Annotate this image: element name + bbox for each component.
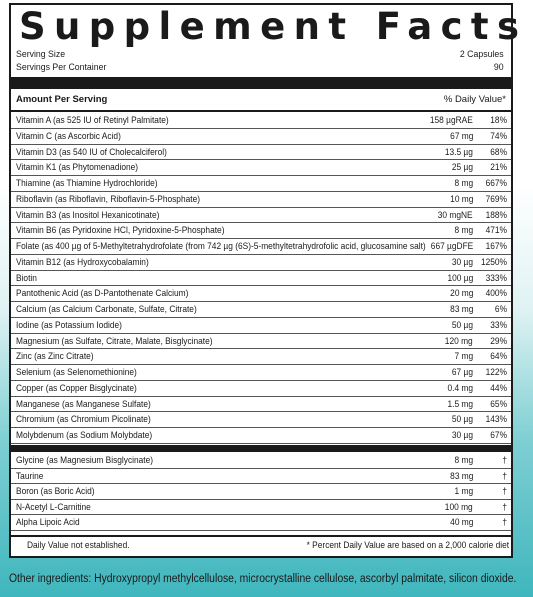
nutrient-row	[11, 318, 511, 334]
nutrient-name: Pantothenic Acid (as D-Pantothenate Calcium)	[16, 288, 189, 300]
nutrient-name: Vitamin A (as 525 IU of Retinyl Palmitate)	[16, 115, 169, 126]
nutrient-name: Glycine (as Magnesium Bisglycinate)	[16, 455, 154, 466]
nutrient-daily-value: 67%	[490, 430, 507, 441]
nutrient-name: Magnesium (as Sulfate, Citrate, Malate, Bisglycinate)	[16, 335, 213, 347]
nutrient-amount: 100 µg	[447, 272, 473, 284]
nutrient-row	[11, 113, 511, 129]
nutrient-row	[11, 381, 511, 397]
nutrient-row	[11, 160, 511, 176]
nutrient-row	[11, 176, 511, 192]
nutrient-amount: 50 µg	[451, 319, 473, 331]
nutrient-amount: 83 mg	[449, 470, 473, 482]
nutrient-amount: 83 mg	[449, 304, 473, 315]
nutrient-row	[11, 500, 511, 516]
nutrient-row	[11, 365, 511, 381]
nutrient-name: Alpha Lipoic Acid	[16, 517, 80, 528]
nutrient-amount: 1 mg	[454, 486, 473, 497]
servings-per-container-row	[16, 62, 504, 74]
nutrient-daily-value: 21%	[490, 162, 507, 174]
nutrient-daily-value: 68%	[490, 146, 507, 158]
nutrient-name: Zinc (as Zinc Citrate)	[16, 351, 94, 363]
nutrient-row	[11, 192, 511, 208]
nutrient-name: Iodine (as Potassium Iodide)	[16, 319, 122, 331]
nutrient-name: Vitamin B3 (as Inositol Hexanicotinate)	[16, 209, 160, 221]
nutrient-row	[11, 515, 511, 531]
supplement-facts-panel	[9, 3, 528, 558]
nutrient-amount: 158 µgRAE	[430, 115, 473, 126]
panel-title: Supplement Facts	[19, 5, 528, 48]
other-nutrient-list	[11, 453, 511, 531]
nutrient-row	[11, 271, 511, 287]
bottom-divider	[11, 535, 511, 537]
nutrient-daily-value: 188%	[485, 209, 507, 221]
nutrient-name: Molybdenum (as Sodium Molybdate)	[16, 430, 153, 441]
nutrient-daily-value: 122%	[485, 367, 507, 378]
nutrient-daily-value: 667%	[485, 178, 507, 189]
servings-per-container-label: Servings Per Container	[16, 62, 107, 73]
footnote-daily-value: * Percent Daily Value are based on a 2,000 calorie diet	[306, 540, 509, 551]
nutrient-amount: 67 µg	[451, 367, 473, 378]
nutrient-name: Folate (as 400 µg of 5-Methyltetrahydrofolate (from 742 µg (6S)-5-methyltetrahydrofolic acid, glucosamine salt)	[16, 241, 426, 252]
nutrient-daily-value: 18%	[490, 115, 507, 126]
nutrient-daily-value: †	[502, 455, 507, 466]
nutrient-row	[11, 469, 511, 485]
nutrient-name: Boron (as Boric Acid)	[16, 486, 95, 497]
nutrient-row	[11, 349, 511, 365]
nutrient-daily-value: 333%	[485, 272, 507, 284]
nutrient-name: Vitamin B6 (as Pyridoxine HCl, Pyridoxine-5-Phosphate)	[16, 225, 225, 237]
amount-per-serving-header: Amount Per Serving	[16, 94, 108, 105]
nutrient-name: Vitamin K1 (as Phytomenadione)	[16, 162, 139, 174]
nutrient-daily-value: †	[502, 470, 507, 482]
nutrient-name: Vitamin D3 (as 540 IU of Cholecalciferol)	[16, 146, 167, 158]
nutrient-amount: 30 µg	[451, 256, 473, 268]
daily-value-header: % Daily Value*	[443, 94, 506, 105]
other-ingredients: Other ingredients: Hydroxypropyl methylcellulose, microcrystalline cellulose, ascorbyl palmitate, silicon dioxide.	[9, 573, 517, 585]
nutrient-name: Copper (as Copper Bisglycinate)	[16, 382, 137, 394]
nutrient-row	[11, 302, 511, 318]
nutrient-row	[11, 286, 511, 302]
nutrient-amount: 40 mg	[449, 517, 473, 528]
nutrient-row	[11, 145, 511, 161]
nutrient-daily-value: †	[502, 501, 507, 513]
nutrient-name: Chromium (as Chromium Picolinate)	[16, 414, 151, 426]
nutrient-name: Selenium (as Selenomethionine)	[16, 367, 137, 378]
nutrient-row	[11, 453, 511, 469]
servings-per-container-value: 90	[493, 62, 504, 73]
nutrient-amount: 667 µgDFE	[430, 241, 473, 252]
nutrient-name: Taurine	[16, 470, 44, 482]
nutrient-row	[11, 239, 511, 255]
nutrient-amount: 1.5 mg	[447, 398, 473, 410]
footnote-not-established: Daily Value not established.	[27, 540, 130, 551]
nutrient-row	[11, 397, 511, 413]
nutrient-amount: 8 mg	[454, 455, 473, 466]
nutrient-amount: 50 µg	[451, 414, 473, 426]
nutrient-amount: 7 mg	[454, 351, 473, 363]
nutrient-daily-value: 44%	[490, 382, 507, 394]
mid-divider	[11, 445, 511, 452]
nutrient-name: Manganese (as Manganese Sulfate)	[16, 398, 151, 410]
nutrient-amount: 25 µg	[451, 162, 473, 174]
nutrient-name: Calcium (as Calcium Carbonate, Sulfate, Citrate)	[16, 304, 197, 315]
nutrient-amount: 30 mgNE	[438, 209, 473, 221]
nutrient-daily-value: 769%	[485, 193, 507, 205]
nutrient-amount: 8 mg	[454, 225, 473, 237]
nutrient-amount: 100 mg	[445, 501, 473, 513]
nutrient-daily-value: 1250%	[480, 256, 507, 268]
nutrient-row	[11, 334, 511, 350]
nutrient-row	[11, 428, 511, 444]
nutrient-row	[11, 223, 511, 239]
serving-size-row	[16, 49, 504, 61]
nutrient-name: Vitamin C (as Ascorbic Acid)	[16, 130, 121, 142]
nutrient-name: Thiamine (as Thiamine Hydrochloride)	[16, 178, 158, 189]
nutrient-list	[11, 113, 511, 444]
nutrient-daily-value: †	[502, 486, 507, 497]
nutrient-amount: 120 mg	[445, 335, 473, 347]
nutrient-amount: 10 mg	[449, 193, 473, 205]
nutrient-row	[11, 484, 511, 500]
serving-size-value: 2 Capsules	[459, 49, 504, 60]
nutrient-name: Biotin	[16, 272, 37, 284]
nutrient-row	[11, 412, 511, 428]
nutrient-amount: 20 mg	[449, 288, 473, 300]
nutrient-name: Vitamin B12 (as Hydroxycobalamin)	[16, 256, 149, 268]
nutrient-daily-value: 400%	[485, 288, 507, 300]
nutrient-amount: 8 mg	[454, 178, 473, 189]
nutrient-daily-value: 471%	[485, 225, 507, 237]
serving-size-label: Serving Size	[16, 49, 66, 60]
nutrient-daily-value: 64%	[490, 351, 507, 363]
header-divider	[11, 110, 511, 112]
thick-divider	[11, 77, 511, 89]
nutrient-amount: 30 µg	[451, 430, 473, 441]
nutrient-row	[11, 208, 511, 224]
nutrient-daily-value: †	[502, 517, 507, 528]
nutrient-amount: 0.4 mg	[447, 382, 473, 394]
nutrient-row	[11, 129, 511, 145]
nutrient-amount: 13.5 µg	[444, 146, 473, 158]
nutrient-daily-value: 74%	[490, 130, 507, 142]
nutrient-daily-value: 167%	[485, 241, 507, 252]
nutrient-daily-value: 65%	[490, 398, 507, 410]
nutrient-name: N-Acetyl L-Carnitine	[16, 501, 91, 513]
nutrient-daily-value: 143%	[485, 414, 507, 426]
nutrient-daily-value: 6%	[494, 304, 507, 315]
nutrient-row	[11, 255, 511, 271]
nutrient-name: Riboflavin (as Riboflavin, Riboflavin-5-Phosphate)	[16, 193, 201, 205]
nutrient-amount: 67 mg	[449, 130, 473, 142]
column-header	[16, 93, 506, 107]
nutrient-daily-value: 29%	[490, 335, 507, 347]
nutrient-daily-value: 33%	[490, 319, 507, 331]
